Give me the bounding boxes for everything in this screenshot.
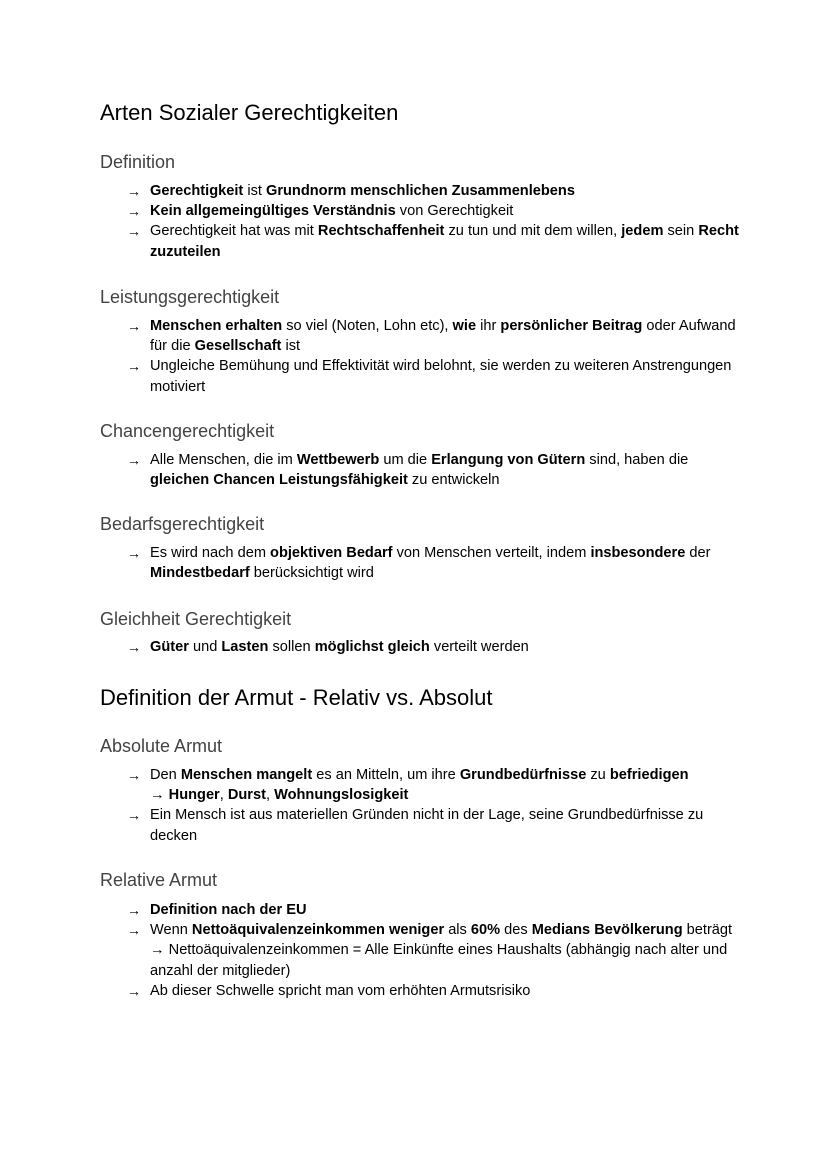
text: sind, haben die bbox=[585, 452, 689, 468]
bold-text: Kein allgemeingültiges Verständnis bbox=[150, 203, 396, 220]
bold-text: gleichen Chancen Leistungsfähigkeit bbox=[150, 472, 408, 489]
section-heading-relative-armut: Relative Armut bbox=[100, 870, 218, 890]
bullet-list-leistungsgerechtigkeit bbox=[100, 316, 740, 397]
arrow-bullet-icon: → bbox=[127, 982, 141, 999]
list-item bbox=[100, 805, 740, 845]
bold-text: möglichst gleich bbox=[314, 639, 430, 655]
text: so viel (Noten, Lohn etc), bbox=[282, 318, 453, 334]
text: , bbox=[265, 787, 275, 804]
list-item bbox=[100, 221, 740, 261]
list-item bbox=[100, 316, 740, 356]
bold-text: objektiven Bedarf bbox=[270, 545, 393, 561]
section-heading-leistungsgerechtigkeit: Leistungsgerechtigkeit bbox=[100, 287, 280, 307]
bold-text: persönlicher Beitrag bbox=[500, 318, 643, 334]
text: als bbox=[444, 922, 471, 939]
bullet-list-chancengerechtigkeit bbox=[100, 450, 740, 490]
text: verteilt werden bbox=[429, 639, 529, 655]
bold-text: Definition nach der EU bbox=[150, 902, 307, 918]
text: des bbox=[500, 922, 532, 939]
text: Alle Menschen, die im bbox=[150, 452, 297, 468]
bold-text: Grundbedürfnisse bbox=[459, 767, 587, 783]
bold-text: befriedigen bbox=[609, 767, 689, 783]
list-item bbox=[100, 920, 740, 981]
text: Ab dieser Schwelle spricht man vom erhöhten Armutsrisiko bbox=[150, 982, 531, 999]
bold-text: Recht zuzuteilen bbox=[150, 223, 739, 260]
text: um die bbox=[379, 452, 432, 468]
bold-text: Nettoäquivalenzeinkommen weniger bbox=[191, 922, 445, 939]
text: sein bbox=[663, 223, 699, 240]
text: sollen bbox=[268, 639, 315, 655]
bold-text: Menschen erhalten bbox=[150, 318, 283, 334]
list-item bbox=[100, 637, 740, 657]
page-title: Arten Sozialer Gerechtigkeiten bbox=[100, 100, 399, 125]
bold-text: Güter bbox=[150, 639, 189, 655]
bullet-list-bedarfsgerechtigkeit bbox=[100, 543, 740, 583]
bold-text: Medians Bevölkerung bbox=[531, 922, 683, 939]
bold-text: Hunger bbox=[168, 787, 220, 804]
bold-text: 60% bbox=[470, 922, 501, 939]
bullet-list-absolute-armut bbox=[100, 765, 740, 846]
text: , bbox=[219, 787, 228, 804]
list-item bbox=[100, 181, 740, 201]
list-item bbox=[100, 356, 740, 396]
page-title-armut: Definition der Armut - Relativ vs. Absolut bbox=[100, 685, 493, 710]
bold-text: jedem bbox=[621, 223, 664, 240]
text: von Menschen verteilt, indem bbox=[392, 545, 591, 561]
arrow-bullet-icon: → bbox=[127, 807, 141, 824]
text: oder Aufwand für die bbox=[150, 318, 736, 355]
text: beträgt → Nettoäquivalenzeinkommen = Alle Einkünfte eines Haushalts (abhängig nach alter und anzahl der mitglieder) bbox=[150, 922, 733, 979]
bold-text: Mindestbedarf bbox=[150, 565, 250, 582]
bold-text: Lasten bbox=[221, 639, 269, 655]
arrow-bullet-icon: → bbox=[127, 767, 141, 783]
bold-text: Gesellschaft bbox=[194, 338, 282, 355]
bold-text: wie bbox=[452, 318, 477, 334]
text: zu bbox=[586, 767, 610, 783]
arrow-bullet-icon: → bbox=[127, 639, 141, 655]
bold-text: Wohnungslosigkeit bbox=[274, 787, 409, 804]
section-heading-definition: Definition bbox=[100, 152, 176, 172]
bold-text: Erlangung von Gütern bbox=[431, 452, 586, 468]
text: ist bbox=[243, 183, 266, 199]
arrow-bullet-icon: → bbox=[127, 358, 141, 375]
section-heading-gleichheit: Gleichheit Gerechtigkeit bbox=[100, 609, 292, 629]
text: Ungleiche Bemühung und Effektivität wird belohnt, sie werden zu weiteren Anstrengungen motiviert bbox=[150, 358, 732, 395]
text: ist bbox=[281, 338, 301, 355]
arrow-bullet-icon: → bbox=[127, 902, 141, 918]
text: ihr bbox=[476, 318, 501, 334]
section-heading-chancengerechtigkeit: Chancengerechtigkeit bbox=[100, 421, 275, 441]
arrow-bullet-icon: → bbox=[127, 183, 141, 199]
text: Ein Mensch ist aus materiellen Gründen nicht in der Lage, seine Grundbedürfnisse zu decken bbox=[150, 807, 704, 844]
text: der bbox=[685, 545, 711, 561]
arrow-bullet-icon: → bbox=[127, 545, 141, 561]
text: berücksichtigt wird bbox=[249, 565, 374, 582]
text: und bbox=[188, 639, 222, 655]
bold-text: insbesondere bbox=[590, 545, 686, 561]
list-item bbox=[100, 765, 740, 805]
text: Den bbox=[150, 767, 181, 783]
text: von Gerechtigkeit bbox=[395, 203, 514, 220]
arrow-bullet-icon: → bbox=[127, 223, 141, 240]
section-heading-bedarfsgerechtigkeit: Bedarfsgerechtigkeit bbox=[100, 514, 265, 534]
list-item bbox=[100, 981, 740, 1001]
text: → bbox=[150, 787, 169, 804]
bold-text: Menschen mangelt bbox=[180, 767, 313, 783]
bold-text: Gerechtigkeit bbox=[150, 183, 244, 199]
bullet-list-relative-armut bbox=[100, 900, 740, 1001]
text: es an Mitteln, um ihre bbox=[312, 767, 460, 783]
list-item bbox=[100, 450, 740, 490]
text: Es wird nach dem bbox=[150, 545, 271, 561]
list-item bbox=[100, 201, 740, 221]
bullet-list-definition bbox=[100, 181, 740, 262]
arrow-bullet-icon: → bbox=[127, 922, 141, 939]
arrow-bullet-icon: → bbox=[127, 452, 141, 468]
bold-text: Rechtschaffenheit bbox=[317, 223, 445, 240]
bold-text: Grundnorm menschlichen Zusammenlebens bbox=[265, 183, 575, 199]
list-item bbox=[100, 900, 740, 920]
bold-text: Wettbewerb bbox=[296, 452, 380, 468]
list-item bbox=[100, 543, 740, 583]
arrow-bullet-icon: → bbox=[127, 318, 141, 334]
section-heading-absolute-armut: Absolute Armut bbox=[100, 736, 223, 756]
bold-text: Durst bbox=[227, 787, 266, 804]
arrow-bullet-icon: → bbox=[127, 203, 141, 220]
bullet-list-gleichheit bbox=[100, 637, 740, 657]
text: zu entwickeln bbox=[407, 472, 500, 489]
text: Gerechtigkeit hat was mit bbox=[150, 223, 318, 240]
text: Wenn bbox=[150, 922, 192, 939]
text: zu tun und mit dem willen, bbox=[444, 223, 622, 240]
